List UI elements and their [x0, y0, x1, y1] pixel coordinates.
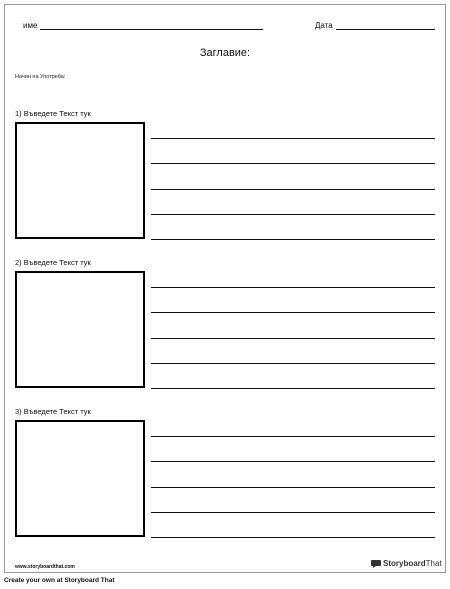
writing-line[interactable] [151, 338, 435, 339]
writing-line[interactable] [151, 363, 435, 364]
storyboardthat-logo [371, 559, 442, 568]
name-label: име [23, 21, 38, 30]
footer-url: www.storyboardthat.com [15, 564, 75, 570]
writing-line[interactable] [151, 487, 435, 488]
writing-line[interactable] [151, 388, 435, 389]
date-field[interactable] [336, 29, 435, 30]
usage-label: Начин на Употреба: [15, 74, 66, 80]
writing-line[interactable] [151, 436, 435, 437]
writing-line[interactable] [151, 461, 435, 462]
section-1 [5, 109, 445, 244]
writing-line[interactable] [151, 189, 435, 190]
picture-box[interactable] [15, 271, 145, 388]
page-title: Заглавие: [199, 47, 251, 59]
date-label: Дата [315, 21, 333, 30]
brand-text: StoryboardThat [383, 559, 442, 568]
caption-text: Create your own at Storyboard That [4, 577, 115, 584]
writing-line[interactable] [151, 312, 435, 313]
picture-box[interactable] [15, 420, 145, 537]
section-label: 2) Въведете Текст тук [15, 258, 91, 267]
writing-line[interactable] [151, 239, 435, 240]
section-3 [5, 407, 445, 542]
section-label: 1) Въведете Текст тук [15, 109, 91, 118]
storyboard-logo-icon [371, 560, 381, 568]
worksheet [4, 4, 446, 573]
name-field[interactable] [40, 29, 263, 30]
writing-line[interactable] [151, 537, 435, 538]
section-2 [5, 258, 445, 393]
writing-line[interactable] [151, 138, 435, 139]
writing-line[interactable] [151, 287, 435, 288]
writing-line[interactable] [151, 214, 435, 215]
writing-line[interactable] [151, 163, 435, 164]
writing-line[interactable] [151, 512, 435, 513]
picture-box[interactable] [15, 122, 145, 239]
section-label: 3) Въведете Текст тук [15, 407, 91, 416]
